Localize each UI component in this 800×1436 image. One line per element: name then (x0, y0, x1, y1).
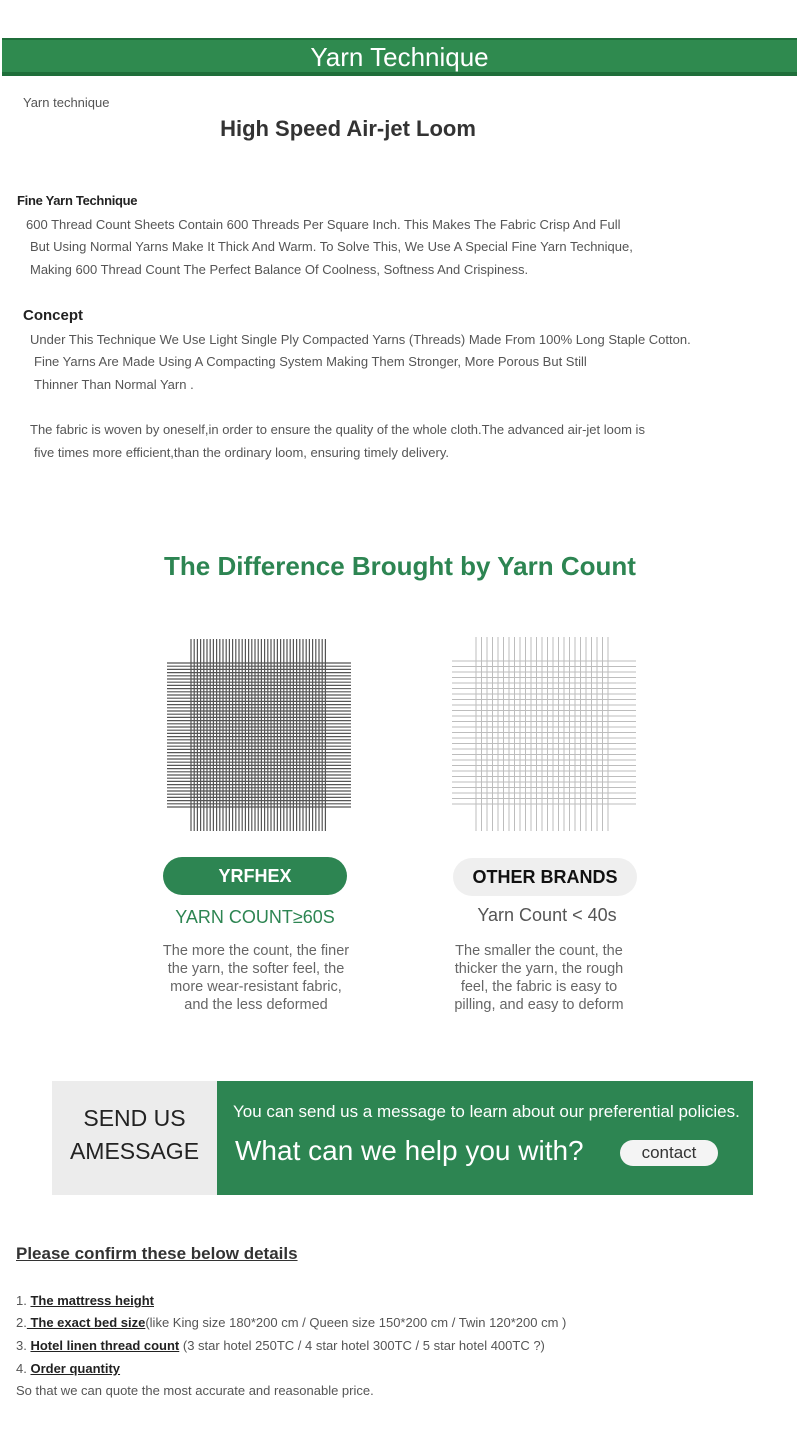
detail-note: (like King size 180*200 cm / Queen size 150*200 cm / Twin 120*200 cm ) (145, 1315, 567, 1330)
send-message-panel (52, 1081, 753, 1195)
other-brands-desc-line: pilling, and easy to deform (454, 997, 624, 1013)
detail-footer: So that we can quote the most accurate and reasonable price. (16, 1383, 374, 1398)
send-message-label: AMESSAGE (69, 1138, 200, 1164)
detail-item (16, 1293, 154, 1309)
yrfhex-desc-line: and the less deformed (184, 997, 328, 1013)
confirm-details-heading: Please confirm these below details (16, 1244, 298, 1263)
other-brands-desc-line: thicker the yarn, the rough (454, 961, 624, 977)
intro-label: Yarn technique (23, 95, 110, 110)
yrfhex-desc-line: more wear-resistant fabric, (170, 979, 342, 995)
fine-yarn-line: 600 Thread Count Sheets Contain 600 Threads Per Square Inch. This Makes The Fabric Crisp And Full (26, 217, 621, 232)
concept-extra-line: five times more efficient,than the ordinary loom, ensuring timely delivery. (34, 445, 449, 460)
send-message-label: SEND US (83, 1105, 186, 1131)
other-brands-desc-line: The smaller the count, the (455, 943, 623, 959)
concept-heading: Concept (23, 307, 83, 324)
fine-yarn-line: Making 600 Thread Count The Perfect Balance Of Coolness, Softness And Crispiness. (30, 262, 529, 277)
yrfhex-yarn-count: YARN COUNT≥60S (175, 907, 335, 927)
page-title: High Speed Air-jet Loom (220, 116, 476, 141)
detail-title: Hotel linen thread count (30, 1338, 180, 1353)
yrfhex-badge: YRFHEX (163, 857, 347, 895)
detail-item (16, 1338, 545, 1354)
detail-number: 3. (16, 1338, 27, 1353)
send-message-content-block (217, 1081, 753, 1195)
yrfhex-desc-line: the yarn, the softer feel, the (167, 961, 345, 977)
concept-extra-line: The fabric is woven by oneself,in order to ensure the quality of the whole cloth.The advanced air-jet loom is (30, 422, 645, 437)
fine-yarn-heading: Fine Yarn Technique (17, 193, 138, 208)
other-brands-yarn-count: Yarn Count < 40s (477, 905, 617, 925)
contact-button[interactable]: contact (620, 1140, 718, 1166)
other-brands-desc-line: feel, the fabric is easy to (460, 979, 618, 995)
detail-item (16, 1315, 566, 1331)
detail-item (16, 1361, 120, 1377)
difference-heading: The Difference Brought by Yarn Count (164, 551, 636, 581)
sparse-weave-illustration (452, 637, 636, 831)
dense-weave-illustration (167, 639, 351, 831)
section-banner (2, 38, 797, 76)
concept-line: Under This Technique We Use Light Single Ply Compacted Yarns (Threads) Made From 100% Long Staple Cotton. (30, 332, 691, 347)
yrfhex-desc-line: The more the count, the finer (162, 943, 350, 959)
message-help-question: What can we help you with? (235, 1135, 584, 1166)
detail-title: The mattress height (30, 1293, 154, 1308)
detail-note: (3 star hotel 250TC / 4 star hotel 300TC / 5 star hotel 400TC ?) (179, 1338, 545, 1353)
detail-number: 2. (16, 1315, 27, 1330)
send-message-label-block (52, 1081, 217, 1195)
detail-number: 1. (16, 1293, 27, 1308)
detail-number: 4. (16, 1361, 27, 1376)
concept-line: Thinner Than Normal Yarn . (34, 377, 194, 392)
other-brands-badge: OTHER BRANDS (453, 858, 637, 896)
concept-line: Fine Yarns Are Made Using A Compacting System Making Them Stronger, More Porous But Still (34, 354, 587, 369)
banner-title: Yarn Technique (310, 42, 489, 72)
detail-title: Order quantity (30, 1361, 121, 1376)
message-promo-text: You can send us a message to learn about our preferential policies. (233, 1102, 740, 1121)
fine-yarn-line: But Using Normal Yarns Make It Thick And Warm. To Solve This, We Use A Special Fine Yarn Technique, (30, 239, 633, 254)
detail-title: The exact bed size (26, 1315, 146, 1330)
